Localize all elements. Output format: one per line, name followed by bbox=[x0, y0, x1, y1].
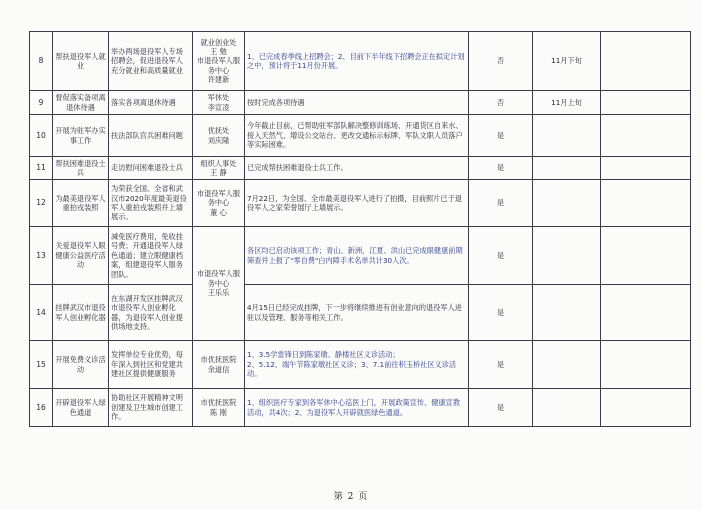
row-note bbox=[601, 115, 691, 157]
row-task: 帮扶困难退役士兵 bbox=[53, 157, 109, 180]
row-done: 是 bbox=[469, 389, 533, 427]
row-seq: 14 bbox=[30, 285, 53, 341]
row-task: 开展免费义诊活动 bbox=[53, 341, 109, 389]
row-progress: 1、组织医疗专家到各军休中心巡医上门，开展政策宣传、健康宣教活动，共4次；2、为退役军人开辟就医绿色通道。 bbox=[245, 389, 469, 427]
row-measure: 为荣获全国、全省和武汉市2020年度最美退役军人重拍戎装照并上墙展示。 bbox=[109, 180, 193, 227]
row-unit: 市退役军人服务中心 王乐乐 bbox=[193, 227, 245, 341]
row-measure: 走访慰问困难退役士兵 bbox=[109, 157, 193, 180]
row-deadline: 11月上旬 bbox=[533, 91, 601, 115]
row-task: 帮扶退役军人就业 bbox=[53, 32, 109, 91]
row-progress: 1、已完成春季线上招聘会；2、目前下半年线下招聘会正在拟定计划之中，预计将于11月份开展。 bbox=[245, 32, 469, 91]
row-note bbox=[601, 389, 691, 427]
row-task: 为最美退役军人重拍戎装照 bbox=[53, 180, 109, 227]
row-note bbox=[601, 341, 691, 389]
row-deadline bbox=[533, 157, 601, 180]
page-number: 第 2 页 bbox=[333, 492, 369, 502]
row-done: 是 bbox=[469, 341, 533, 389]
row-seq: 12 bbox=[30, 180, 53, 227]
table-row bbox=[30, 227, 691, 285]
row-seq: 10 bbox=[30, 115, 53, 157]
row-progress: 已完成帮扶困难退役士兵工作。 bbox=[245, 157, 469, 180]
row-note bbox=[601, 32, 691, 91]
row-note bbox=[601, 180, 691, 227]
row-measure: 协助社区开展精神文明创建及卫生城市创建工作。 bbox=[109, 389, 193, 427]
row-unit: 军休处 李宣凌 bbox=[193, 91, 245, 115]
row-progress: 今年截止目前，已帮助驻军部队解决整修训练场、开通货区自来水、接入天然气、增设公交站台、更改交通标示标牌、军队文职人员落户等实际困难。 bbox=[245, 115, 469, 157]
table-row bbox=[30, 115, 691, 157]
row-done: 否 bbox=[469, 91, 533, 115]
row-seq: 15 bbox=[30, 341, 53, 389]
row-measure: 发挥单位专业优势，每年深入到社区和党建共建社区提供健康服务 bbox=[109, 341, 193, 389]
table-row bbox=[30, 180, 691, 227]
row-unit: 组织人事处 王 静 bbox=[193, 157, 245, 180]
row-progress: 1、3.5学雷锋日到陈家墩、静楼社区义诊活动； 2、5.12、端午节陈家墩社区义诊；3、7.1前往积玉桥社区义诊活动。 bbox=[245, 341, 469, 389]
row-progress: 7月22日，为全国、全市最美退役军人进行了拍摄，目前照片已于退役军人之家荣誉展厅上墙展示。 bbox=[245, 180, 469, 227]
row-done: 是 bbox=[469, 157, 533, 180]
row-progress: 按时完成各项待遇 bbox=[245, 91, 469, 115]
row-seq: 8 bbox=[30, 32, 53, 91]
row-unit: 市优抚医院 陈 刚 bbox=[193, 389, 245, 427]
row-progress: 4月15日已经完成挂牌，下一步将继续推进有创业意向的退役军人进驻以及管理、服务等相关工作。 bbox=[245, 285, 469, 341]
row-seq: 11 bbox=[30, 157, 53, 180]
row-done: 否 bbox=[469, 32, 533, 91]
table-row bbox=[30, 285, 691, 341]
row-done: 是 bbox=[469, 115, 533, 157]
row-unit: 市优抚医院 余道信 bbox=[193, 341, 245, 389]
row-unit: 市退役军人服务中心 董 心 bbox=[193, 180, 245, 227]
row-task: 督促落实备项离退休待遇 bbox=[53, 91, 109, 115]
table-row bbox=[30, 157, 691, 180]
row-deadline: 11月下旬 bbox=[533, 32, 601, 91]
row-deadline bbox=[533, 227, 601, 285]
row-seq: 16 bbox=[30, 389, 53, 427]
row-done: 是 bbox=[469, 180, 533, 227]
row-measure: 在东湖开发区挂牌武汉市退役军人创业孵化器，为退役军人创业提供场地支持。 bbox=[109, 285, 193, 341]
row-note bbox=[601, 227, 691, 285]
table-row bbox=[30, 91, 691, 115]
table-row bbox=[30, 389, 691, 427]
table-row bbox=[30, 341, 691, 389]
table-row bbox=[30, 32, 691, 91]
row-deadline bbox=[533, 115, 601, 157]
row-unit: 就业创业处 王 勉 市退役军人服务中心 许建新 bbox=[193, 32, 245, 91]
row-done: 是 bbox=[469, 227, 533, 285]
row-progress: 各区均已启动该项工作；青山、新洲、江夏、洪山已完成眼健康前期筛查并上报了"零自费"白内障手术名单共计30人次。 bbox=[245, 227, 469, 285]
row-deadline bbox=[533, 285, 601, 341]
row-deadline bbox=[533, 180, 601, 227]
row-deadline bbox=[533, 389, 601, 427]
row-task: 挂牌武汉市退役军人创业孵化器 bbox=[53, 285, 109, 341]
row-measure: 减免医疗费用，免收挂号费；开通退役军人绿色通道；建立眼健康档案，组建退役军人服务团队。 bbox=[109, 227, 193, 285]
row-task: 开辟退役军人绿色通道 bbox=[53, 389, 109, 427]
row-note bbox=[601, 91, 691, 115]
row-task: 关爱退役军人眼健康公益医疗活动 bbox=[53, 227, 109, 285]
row-deadline bbox=[533, 341, 601, 389]
row-unit: 优抚处 刘庆隆 bbox=[193, 115, 245, 157]
row-measure: 举办两场退役军人专场招聘会，促进退役军人充分就业和高质量就业 bbox=[109, 32, 193, 91]
row-measure: 落实各项离退休待遇 bbox=[109, 91, 193, 115]
task-table bbox=[29, 31, 691, 427]
row-seq: 9 bbox=[30, 91, 53, 115]
row-done: 是 bbox=[469, 285, 533, 341]
row-note bbox=[601, 285, 691, 341]
row-measure: 扶法部队官兵困难问题 bbox=[109, 115, 193, 157]
row-task: 开展为驻军办实事工作 bbox=[53, 115, 109, 157]
row-seq: 13 bbox=[30, 227, 53, 285]
row-note bbox=[601, 157, 691, 180]
